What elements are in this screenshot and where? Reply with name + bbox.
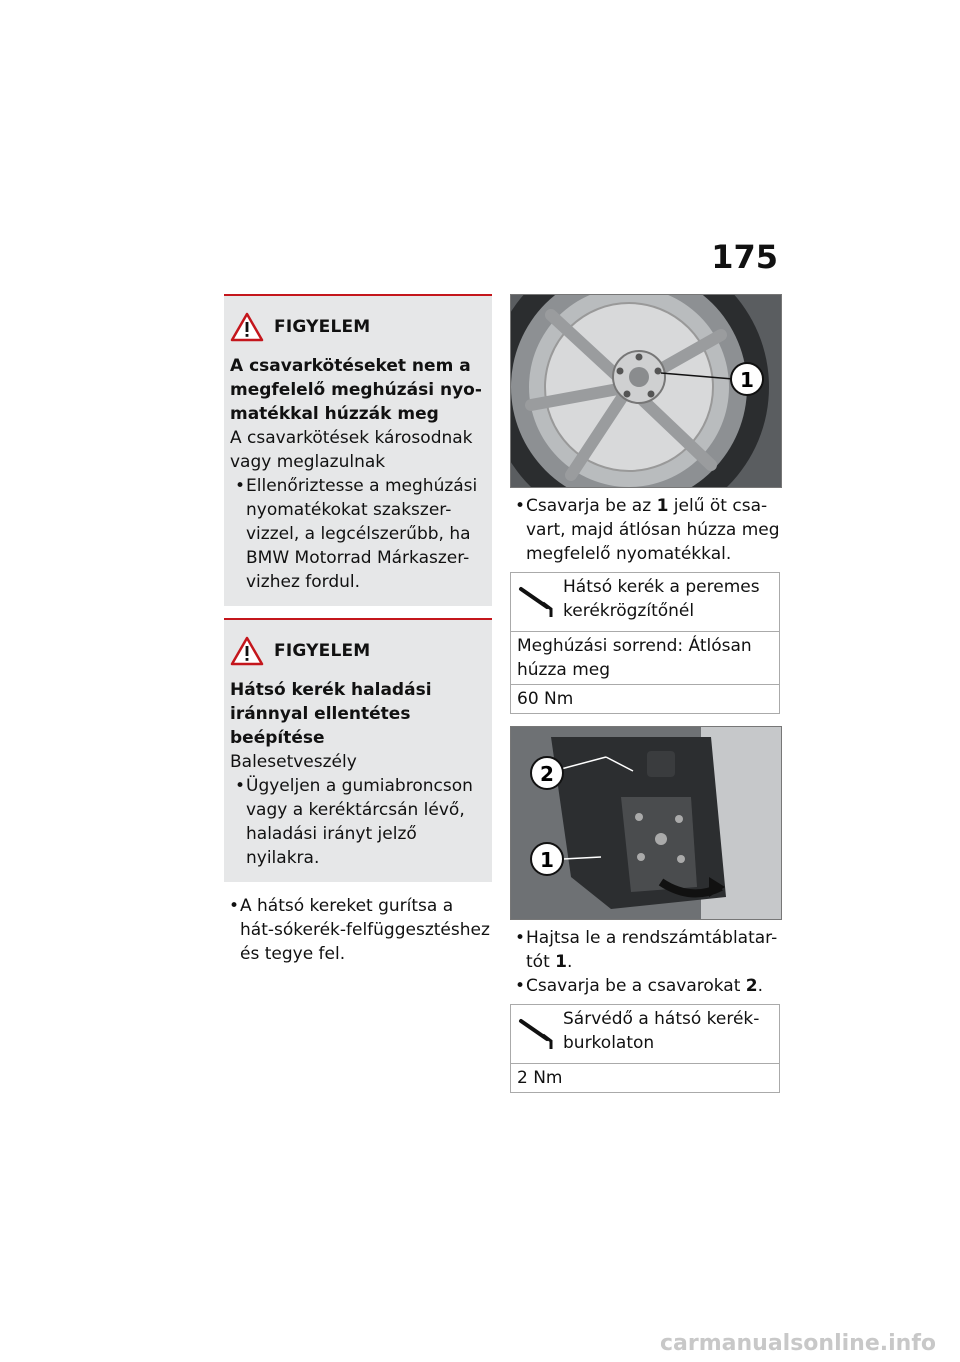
warning-bullet: • Ügyeljen a gumiabroncson vagy a keréktárcsán lévő, haladási irányt jelző nyilakra. bbox=[230, 774, 484, 870]
spec-header bbox=[511, 573, 779, 631]
warning-title: FIGYELEM bbox=[274, 641, 371, 661]
warning-text-line: A csavarkötések károsodnak bbox=[230, 428, 473, 448]
spec-title: Hátsó kerék a peremes kerékrögzítőnél bbox=[563, 577, 760, 621]
callout-label: 2 bbox=[540, 762, 554, 786]
reference-number: 1 bbox=[656, 496, 669, 516]
instruction-step bbox=[510, 926, 780, 974]
step-text: . bbox=[566, 952, 573, 972]
spec-value: 60 Nm bbox=[511, 684, 779, 713]
license-plate-holder-illustration bbox=[511, 727, 781, 919]
warning-box-2 bbox=[224, 618, 492, 882]
warning-heading-line: A csavarkötéseket nem a bbox=[230, 356, 471, 376]
torque-wrench-icon bbox=[517, 583, 557, 619]
reference-number: 2 bbox=[745, 976, 758, 996]
license-plate-holder-photo bbox=[510, 726, 782, 920]
page-number: 175 bbox=[711, 238, 778, 276]
instruction-step bbox=[510, 974, 780, 998]
left-column bbox=[224, 294, 492, 966]
spec-row: Meghúzási sorrend: Átlósan húzza meg bbox=[511, 631, 779, 684]
warning-header bbox=[230, 312, 484, 342]
step-text: Hajtsa le a rendszámtáblatar-tót bbox=[526, 928, 778, 972]
spec-value: 2 Nm bbox=[511, 1063, 779, 1092]
right-column bbox=[510, 294, 780, 1101]
warning-heading-line: matékkal húzzák meg bbox=[230, 404, 439, 424]
rear-wheel-photo bbox=[510, 294, 782, 488]
torque-wrench-icon bbox=[517, 1015, 557, 1051]
watermark: carmanualsonline.info bbox=[660, 1331, 936, 1356]
callout-label: 1 bbox=[740, 368, 754, 392]
torque-spec-table bbox=[510, 1004, 780, 1093]
warning-header bbox=[230, 636, 484, 666]
step-text: Csavarja be a csavarokat bbox=[526, 976, 746, 996]
warning-heading-line: iránnyal ellentétes beépítése bbox=[230, 704, 411, 748]
spec-title: Sárvédő a hátsó kerék-burkolaton bbox=[563, 1009, 760, 1053]
step-text: jelű öt csa-vart, majd átlósan húzza meg megfelelő nyomatékkal. bbox=[526, 496, 780, 564]
spec-header bbox=[511, 1005, 779, 1063]
warning-text-line: vagy meglazulnak bbox=[230, 452, 386, 472]
instruction-step bbox=[510, 494, 780, 566]
reference-number: 1 bbox=[555, 952, 567, 972]
warning-triangle-icon bbox=[230, 312, 264, 342]
warning-heading-line: Hátsó kerék haladási bbox=[230, 680, 432, 700]
instruction-step: • A hátsó kereket gurítsa a hát-sókerék-felfüggesztéshez és tegye fel. bbox=[224, 894, 492, 966]
warning-box-1 bbox=[224, 294, 492, 606]
warning-triangle-icon bbox=[230, 636, 264, 666]
callout-label: 1 bbox=[540, 848, 554, 872]
step-text: . bbox=[757, 976, 764, 996]
step-text: Csavarja be az bbox=[526, 496, 657, 516]
warning-title: FIGYELEM bbox=[274, 317, 371, 337]
warning-text-line: Balesetveszély bbox=[230, 752, 357, 772]
torque-spec-table bbox=[510, 572, 780, 714]
warning-bullet: • Ellenőriztesse a meghúzási nyomatékokat szakszer-vizzel, a legcélszerűbb, ha BMW Motorrad Márkaszer-vizhez fordul. bbox=[230, 474, 484, 594]
rear-wheel-illustration bbox=[511, 295, 781, 487]
warning-heading-line: megfelelő meghúzási nyo- bbox=[230, 380, 482, 400]
